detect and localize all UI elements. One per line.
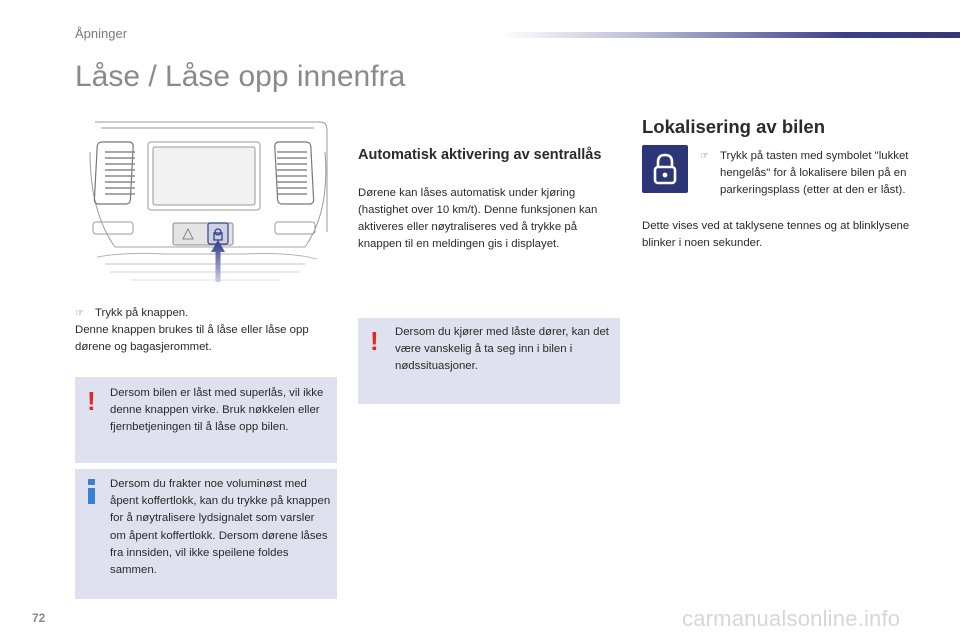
exclamation-icon: !	[370, 326, 379, 356]
watermark: carmanualsonline.info	[682, 606, 901, 631]
info-box-boot	[75, 469, 337, 599]
header-section: Åpninger	[75, 26, 128, 41]
hand-pointer-icon: ☞	[700, 151, 709, 162]
exclamation-icon: !	[87, 386, 96, 416]
warning-text-locked-doors: Dersom du kjører med låste dører, kan det være vanskelig å ta seg inn i bilen i nødssituasjoner.	[395, 326, 609, 373]
header-accent-bar	[500, 32, 960, 38]
warning-text-superlock: Dersom bilen er låst med superlås, vil ikke denne knappen virke. Bruk nøkkelen eller fjernbetjeningen til å låse opp bilen.	[110, 387, 324, 434]
warning-box-locked-doors	[358, 318, 620, 404]
dashboard-illustration	[75, 112, 337, 290]
page-number: 72	[32, 611, 46, 625]
column1-text	[75, 305, 337, 356]
page-title: Låse / Låse opp innenfra	[75, 60, 406, 93]
column1-step	[75, 305, 337, 322]
warning-box-superlock	[75, 377, 337, 463]
column1-step-text: Trykk på knappen.	[95, 307, 189, 319]
auto-lock-text: Dørene kan låses automatisk under kjøring (hastighet over 10 km/t). Denne funksjonen kan aktiveres eller nøytraliseres ved å trykke på knappen til en meldingen gis i displayet.	[358, 187, 598, 250]
padlock-closed-icon	[642, 145, 688, 193]
locate-step-text: Trykk på tasten med symbolet "lukket hengelås" for å lokalisere bilen på en parkeringsplass (etter at den er låst).	[720, 150, 909, 196]
column1-description: Denne knappen brukes til å låse eller låse opp dørene og bagasjerommet.	[75, 324, 309, 353]
locate-result-text: Dette vises ved at taklysene tennes og at blinklysene blinker i noen sekunder.	[642, 220, 910, 249]
heading-auto-lock: Automatisk aktivering av sentrallås	[358, 147, 602, 163]
info-text-boot: Dersom du frakter noe voluminøst med åpent koffertlokk, kan du trykke på knappen for å nøytralisere lydsignalet som varsler om åpent koffertlokk. Dersom dørene låses fra innsiden, vil ikke speilene foldes sammen.	[110, 478, 331, 577]
hand-pointer-icon: ☞	[75, 308, 84, 319]
lock-button-illustration	[642, 145, 688, 193]
heading-locate-car: Lokalisering av bilen	[642, 116, 826, 137]
locate-step	[700, 148, 920, 196]
